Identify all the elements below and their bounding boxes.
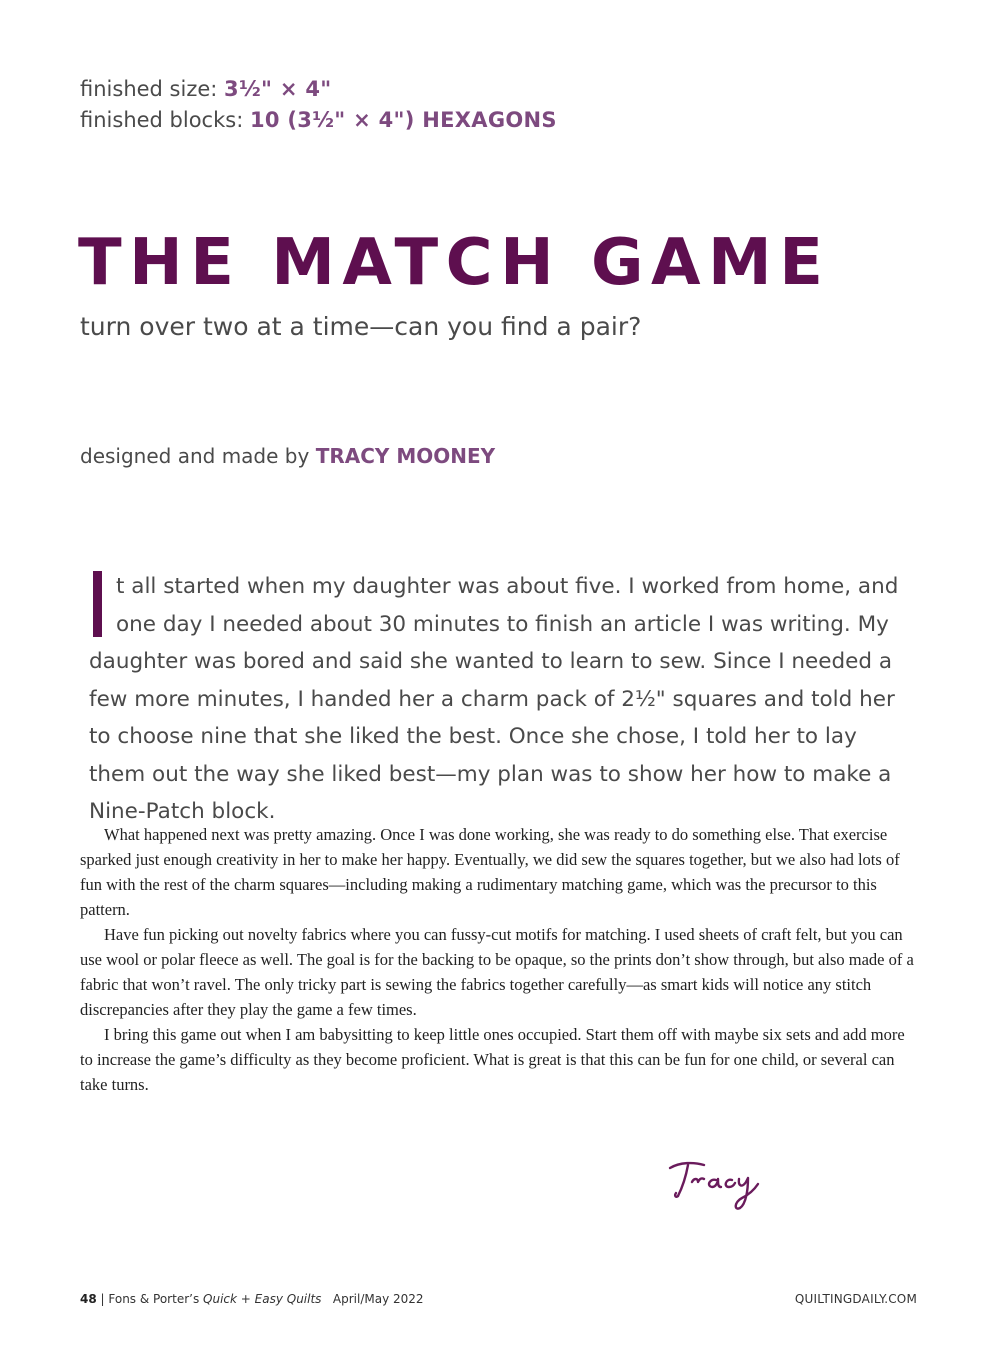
body-paragraph-1: What happened next was pretty amazing. Once I was done working, she was ready to do something else. That exercise sparked just enough creativity in her to make her happy. Eventually, we did sew the squares together, but we also had lots of fun with the rest of the charm squares—including making a rudimentary matching game, which was the precursor to this pattern.	[80, 825, 900, 919]
intro-paragraph	[89, 568, 919, 831]
finished-size-label: finished size:	[80, 77, 225, 101]
footer-separator: |	[96, 1292, 109, 1306]
article-body	[80, 822, 918, 1097]
project-specs	[80, 74, 557, 136]
finished-blocks-value: 10 (3½" × 4") HEXAGONS	[249, 108, 557, 132]
byline-prefix: designed and made by	[80, 444, 316, 468]
drop-cap	[93, 571, 102, 637]
finished-blocks	[80, 105, 557, 136]
issue-date: April/May 2022	[332, 1292, 424, 1306]
signature	[668, 1156, 768, 1216]
page-subtitle: turn over two at a time—can you find a pair?	[80, 312, 642, 341]
body-paragraph-3: I bring this game out when I am babysitting to keep little ones occupied. Start them off with maybe six sets and add more to increase the game’s difficulty as they become proficient. What is great is that this can be fun for one child, or several can take turns.	[80, 1025, 905, 1094]
byline	[80, 444, 495, 468]
finished-size	[80, 74, 557, 105]
finished-size-value: 3½" × 4"	[224, 77, 332, 101]
page-number: 48	[80, 1292, 97, 1306]
page-title: THE MATCH GAME	[78, 226, 831, 300]
body-paragraph-2: Have fun picking out novelty fabrics where you can fussy-cut motifs for matching. I used sheets of craft felt, but you can use wool or polar fleece as well. The goal is for the backing to be opaque, so the prints don’t show through, but also made of a fabric that won’t ravel. The only tricky part is sewing the fabrics together carefully—as smart kids will notice any stitch discrepancies after they play the game a few times.	[80, 925, 914, 1019]
designer-name: TRACY MOONEY	[315, 444, 496, 468]
intro-text: t all started when my daughter was about five. I worked from home, and one day I needed about 30 minutes to finish an article I was writing. My daughter was bored and said she wanted to learn to sew. Since I needed a few more minutes, I handed her a charm pack of 2½" squares and told her to choose nine that she liked the best. Once she chose, I told her to lay them out the way she liked best—my plan was to show her how to make a Nine-Patch block.	[89, 574, 899, 824]
website-url: QUILTINGDAILY.COM	[794, 1292, 917, 1306]
magazine-prefix: Fons & Porter’s	[108, 1292, 204, 1306]
magazine-title: Quick + Easy Quilts	[203, 1292, 322, 1306]
finished-blocks-label: finished blocks:	[80, 108, 250, 132]
footer-left	[80, 1292, 424, 1306]
